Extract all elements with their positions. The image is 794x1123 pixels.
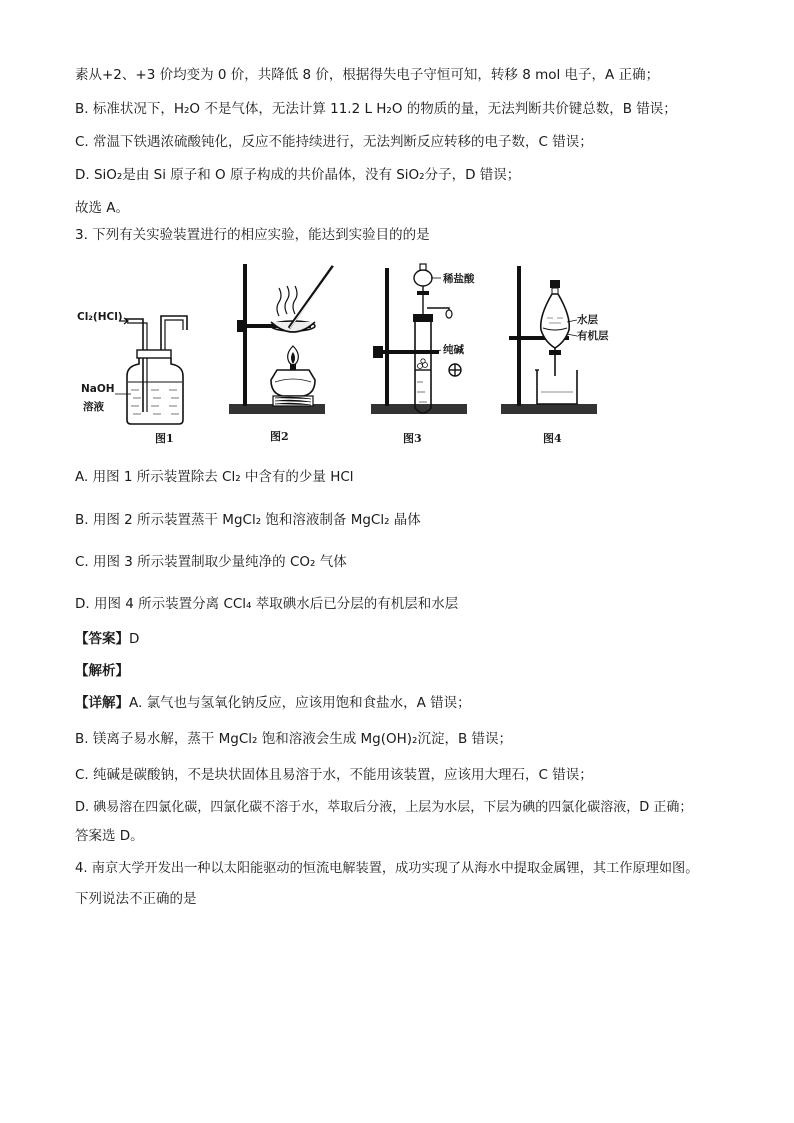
answer-value: D [129, 631, 140, 647]
figure-2 [215, 258, 345, 448]
option-d: D. 用图 4 所示装置分离 CCl₄ 萃取碘水后已分层的有机层和水层 [75, 596, 459, 612]
option-c: C. 用图 3 所示装置制取少量纯净的 CO₂ 气体 [75, 554, 347, 570]
detail-a-line [75, 694, 471, 712]
fig4-caption: 图4 [543, 432, 562, 445]
answer-line [75, 630, 139, 648]
solution-prev-line-4: D. SiO₂是由 Si 原子和 O 原子构成的共价晶体，没有 SiO₂分子，D 错误； [75, 167, 521, 183]
conclusion: 答案选 D。 [75, 828, 144, 844]
solution-prev-line-3: C. 常温下铁遇浓硫酸钝化，反应不能持续进行，无法判断反应转移的电子数，C 错误； [75, 134, 593, 150]
detail-b: B. 镁离子易水解，蒸干 MgCl₂ 饱和溶液会生成 Mg(OH)₂沉淀，B 错误； [75, 731, 513, 747]
fig2-caption: 图2 [270, 430, 289, 443]
analysis-tag: 【解析】 [75, 663, 129, 679]
detail-tag: 【详解】 [75, 695, 129, 711]
fig3-acid-label: 稀盐酸 [443, 273, 475, 285]
option-b: B. 用图 2 所示装置蒸干 MgCl₂ 饱和溶液制备 MgCl₂ 晶体 [75, 512, 421, 528]
figure-1 [75, 258, 195, 448]
question-4-stem-2: 下列说法不正确的是 [75, 891, 197, 907]
evaporation-drawing [215, 258, 345, 448]
answer-tag: 【答案】 [75, 631, 129, 647]
fig4-bottom-label: 有机层 [577, 330, 609, 342]
detail-a: A. 氯气也与氢氧化钠反应，应该用饱和食盐水，A 错误； [129, 695, 471, 711]
solution-prev-line-1: 素从+2、+3 价均变为 0 价，共降低 8 价，根据得失电子守恒可知，转移 8 mol 电子，A 正确； [75, 67, 660, 83]
figure-3 [365, 258, 495, 448]
detail-d: D. 碘易溶在四氯化碳，四氯化碳不溶于水，萃取后分液，上层为水层，下层为碘的四氯化碳溶液，D 正确； [75, 800, 693, 815]
apparatus-figures [75, 258, 609, 448]
separatory-funnel-drawing [495, 258, 625, 448]
figure-4 [495, 258, 625, 448]
fig3-solid-label: 纯碱 [443, 344, 464, 356]
fig3-caption: 图3 [403, 432, 422, 445]
fig1-liquid-label-1: NaOH [81, 383, 115, 395]
detail-c: C. 纯碱是碳酸钠，不是块状固体且易溶于水，不能用该装置，应该用大理石，C 错误； [75, 767, 593, 783]
question-4-stem-1: 4. 南京大学开发出一种以太阳能驱动的恒流电解装置，成功实现了从海水中提取金属锂，其工作原理如图。 [75, 861, 699, 876]
option-a: A. 用图 1 所示装置除去 Cl₂ 中含有的少量 HCl [75, 469, 354, 485]
fig1-liquid-label-2: 溶液 [83, 401, 104, 413]
gas-generator-drawing [365, 258, 495, 448]
fig1-caption: 图1 [155, 432, 174, 445]
question-3-stem: 3. 下列有关实验装置进行的相应实验，能达到实验目的的是 [75, 227, 430, 243]
solution-prev-line-2: B. 标准状况下，H₂O 不是气体，无法计算 11.2 L H₂O 的物质的量，无法判断共价键总数，B 错误； [75, 101, 677, 117]
fig4-top-label: 水层 [577, 314, 598, 326]
solution-prev-line-5: 故选 A。 [75, 200, 130, 216]
wash-bottle-drawing [75, 258, 195, 448]
fig1-gas-label: Cl₂(HCl) [77, 311, 123, 323]
